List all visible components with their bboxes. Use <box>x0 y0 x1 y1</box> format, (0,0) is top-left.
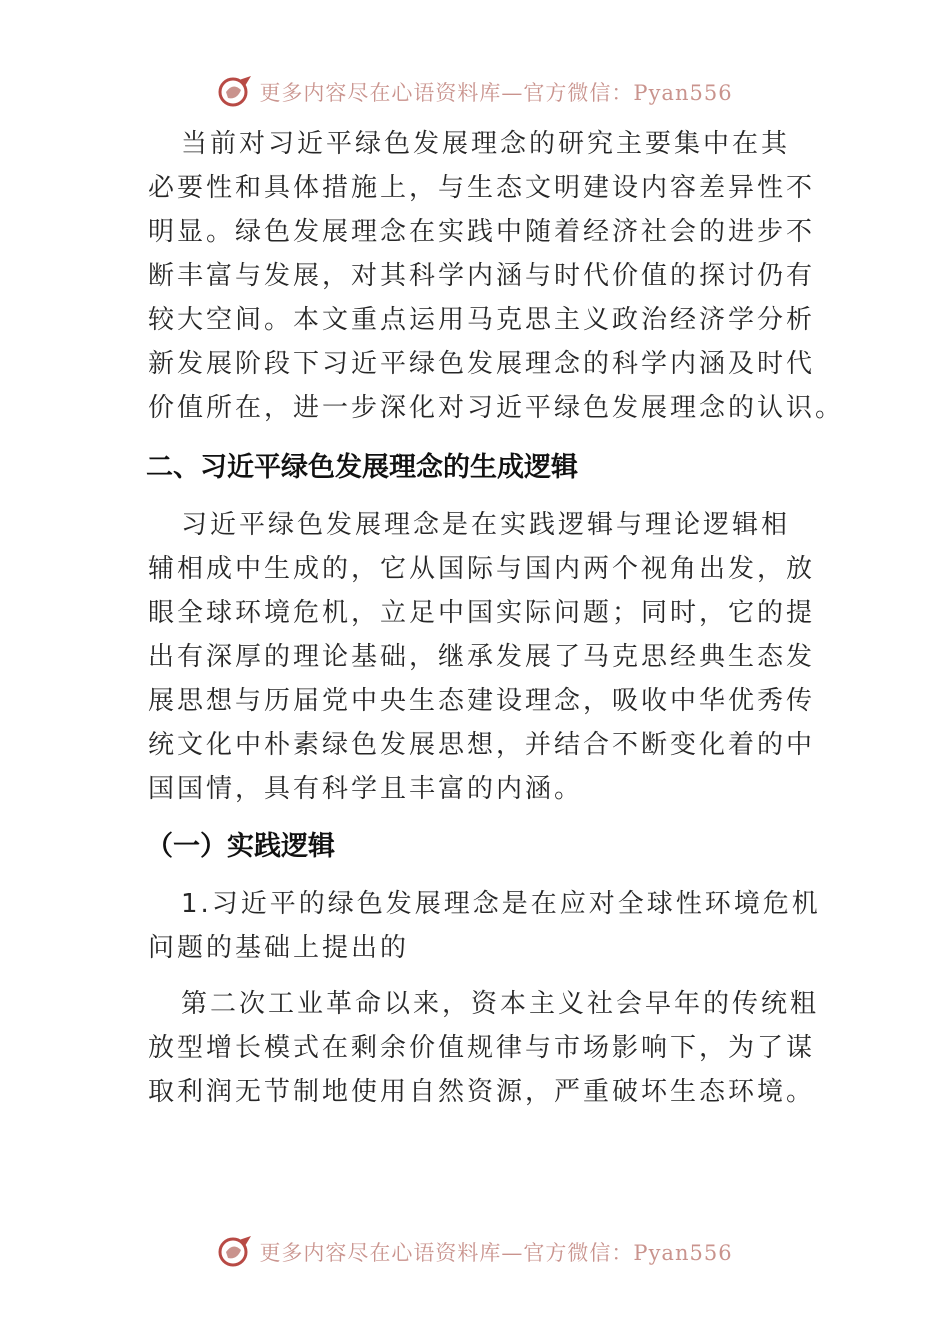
watermark-text: 更多内容尽在心语资料库—官方微信：Pyan556 <box>259 81 733 105</box>
header-watermark <box>0 72 950 112</box>
text-line: 第二次工业革命以来，资本主义社会早年的传统粗 <box>181 989 820 1019</box>
text-line: 新发展阶段下习近平绿色发展理念的科学内涵及时代 <box>148 349 816 379</box>
heart-rose-logo-icon <box>217 1234 253 1270</box>
text-line: 展思想与历届党中央生态建设理念，吸收中华优秀传 <box>148 686 816 716</box>
section-heading: 二、习近平绿色发展理念的生成逻辑 <box>146 452 578 483</box>
text-line: 出有深厚的理论基础，继承发展了马克思经典生态发 <box>148 642 816 672</box>
text-line: 习近平绿色发展理念是在实践逻辑与理论逻辑相 <box>181 510 791 540</box>
text-line: 国国情，具有科学且丰富的内涵。 <box>148 774 584 804</box>
paragraph-generation-logic <box>148 503 816 811</box>
paragraph-industrial-revolution <box>148 982 820 1114</box>
text-line: 放型增长模式在剩余价值规律与市场影响下，为了谋 <box>148 1033 816 1063</box>
watermark-text: 更多内容尽在心语资料库—官方微信：Pyan556 <box>259 1241 733 1265</box>
text-line: 眼全球环境危机，立足中国实际问题；同时，它的提 <box>148 598 816 628</box>
text-line: 1.习近平的绿色发展理念是在应对全球性环境危机 <box>181 889 821 919</box>
text-line: 问题的基础上提出的 <box>148 933 410 963</box>
footer-watermark <box>0 1232 950 1272</box>
paragraph-intro <box>148 122 845 430</box>
text-line: 统文化中朴素绿色发展思想，并结合不断变化着的中 <box>148 730 816 760</box>
text-line: 较大空间。本文重点运用马克思主义政治经济学分析 <box>148 305 816 335</box>
paragraph-point-1 <box>148 882 821 970</box>
heart-rose-logo-icon <box>217 74 253 110</box>
text-line: 价值所在，进一步深化对习近平绿色发展理念的认识。 <box>148 393 845 423</box>
text-line: 辅相成中生成的，它从国际与国内两个视角出发，放 <box>148 554 816 584</box>
subsection-heading: （一）实践逻辑 <box>146 831 335 862</box>
text-line: 当前对习近平绿色发展理念的研究主要集中在其 <box>181 129 791 159</box>
text-line: 取利润无节制地使用自然资源，严重破坏生态环境。 <box>148 1077 816 1107</box>
text-line: 必要性和具体措施上，与生态文明建设内容差异性不 <box>148 173 816 203</box>
text-line: 断丰富与发展，对其科学内涵与时代价值的探讨仍有 <box>148 261 816 291</box>
text-line: 明显。绿色发展理念在实践中随着经济社会的进步不 <box>148 217 816 247</box>
